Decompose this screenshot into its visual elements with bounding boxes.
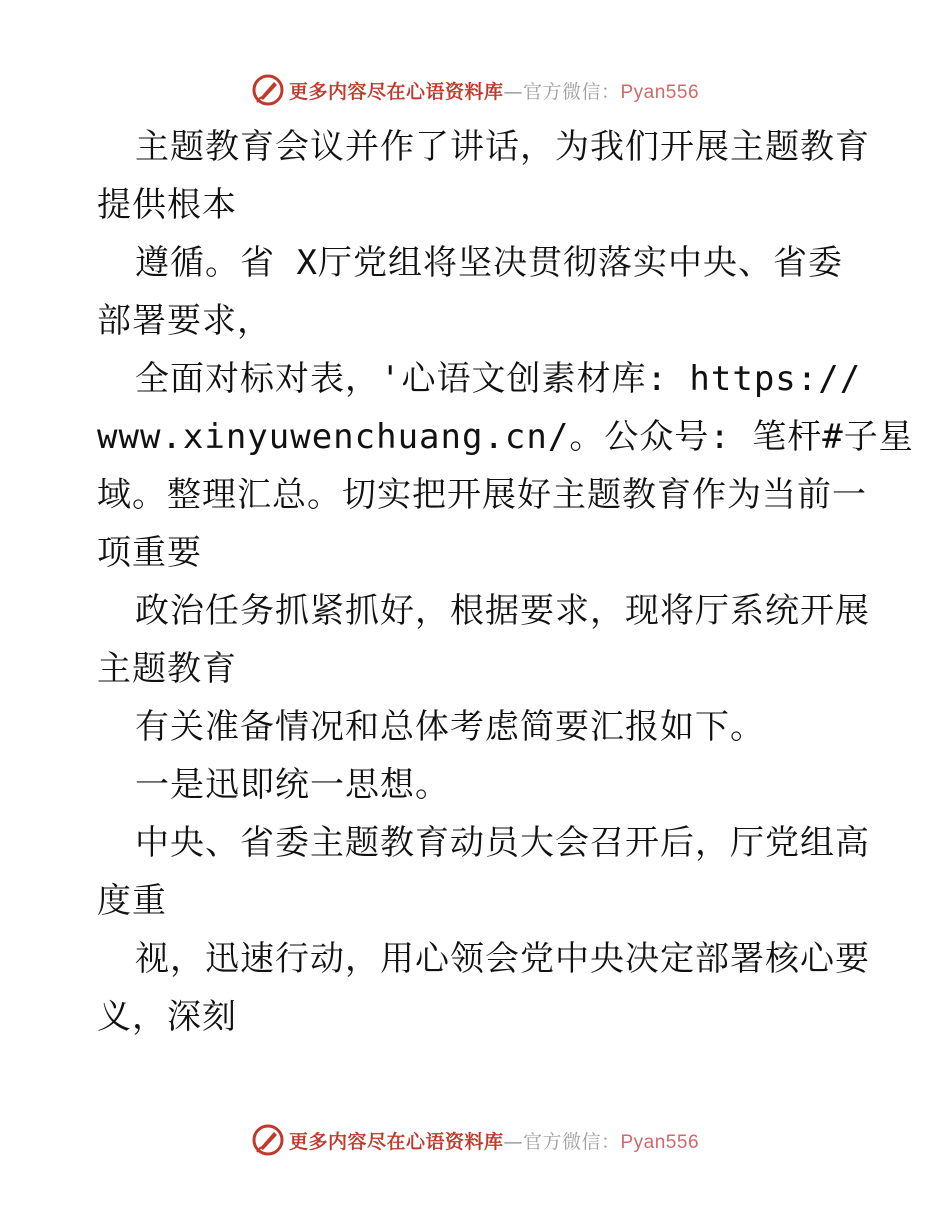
footer-separator: —: [503, 1130, 523, 1153]
text-line: 中央、省委主题教育动员大会召开后，厅党组高: [135, 823, 870, 863]
document-body: [97, 118, 914, 1046]
header-wechat-label: 官方微信：: [522, 80, 621, 103]
footer-banner: [0, 1120, 950, 1160]
text-line: 一是迅即统一思想。: [135, 765, 450, 805]
header-wechat-id: Pyan556: [620, 81, 700, 103]
footer-wechat-id: Pyan556: [620, 1131, 700, 1153]
footer-wechat-label: 官方微信：: [522, 1130, 621, 1153]
quill-logo-icon: [251, 1123, 285, 1157]
text-line: 度重: [97, 881, 167, 921]
header-separator: —: [503, 80, 523, 103]
text-line: 遵循。省 X厅党组将坚决贯彻落实中央、省委: [135, 243, 843, 283]
text-line: 有关准备情况和总体考虑简要汇报如下。: [135, 707, 765, 747]
header-banner: [0, 70, 950, 110]
quill-logo-icon: [251, 73, 285, 107]
text-line: 主题教育: [97, 649, 237, 689]
text-line: 部署要求，: [97, 301, 272, 341]
text-line: 义，深刻: [97, 997, 237, 1037]
text-line: 域。整理汇总。切实把开展好主题教育作为当前一: [97, 475, 867, 515]
header-text: [289, 77, 699, 104]
text-line: www.xinyuwenchuang.cn/。公众号: 笔杆#子星: [97, 417, 914, 457]
text-line: 项重要: [97, 533, 202, 573]
text-line: 提供根本: [97, 185, 237, 225]
text-line: 政治任务抓紧抓好，根据要求，现将厅系统开展: [135, 591, 870, 631]
text-line: 主题教育会议并作了讲话，为我们开展主题教育: [135, 127, 870, 167]
footer-text: [289, 1127, 699, 1154]
header-brand: 更多内容尽在心语资料库: [288, 80, 504, 103]
text-line: 全面对标对表，'心语文创素材库: https://: [135, 359, 862, 399]
text-line: 视，迅速行动，用心领会党中央决定部署核心要: [135, 939, 870, 979]
footer-brand: 更多内容尽在心语资料库: [288, 1130, 504, 1153]
